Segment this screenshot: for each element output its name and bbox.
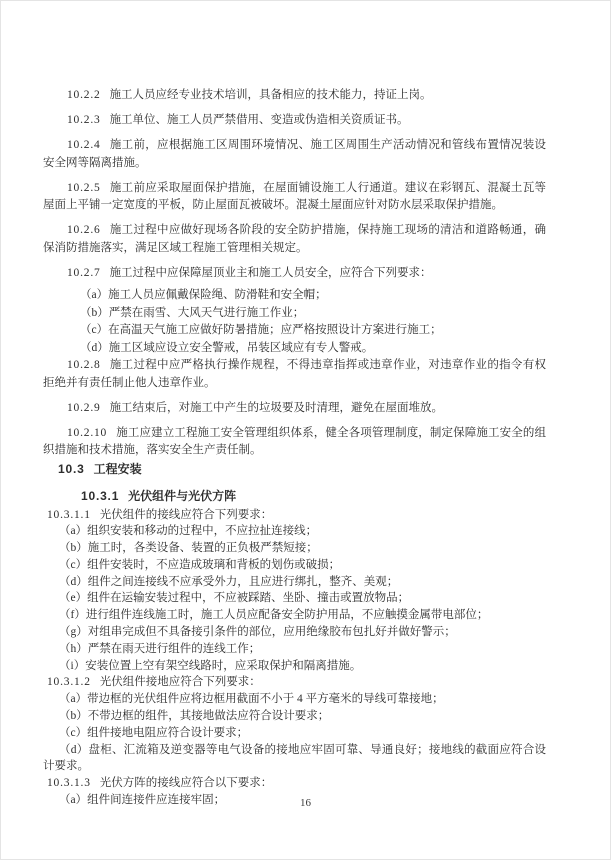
heading-number: 10.3.1 (81, 489, 120, 503)
clause-number: 10.2.10 (67, 426, 108, 439)
heading-number: 10.3 (58, 461, 85, 476)
clause-text: 施工过程中应做好现场各阶段的安全防护措施，保持施工现场的清洁和道路畅通，确保消防措施落实，满足区域工程施工管理相关规定。 (43, 224, 546, 254)
list-item-c: （c）组件安装时，不应造成玻璃和背板的划伤或破损； (59, 558, 341, 571)
clause-text: 施工过程中应严格执行操作规程，不得违章指挥或违章作业，对违章作业的指令有权拒绝并有责任制止他人违章作业。 (43, 359, 546, 389)
clause-text: 施工前应采取屋面保护措施，在屋面铺设施工人行通道。建议在彩钢瓦、混凝土瓦等屋面上平铺一定宽度的平板，防止屋面瓦被破坏。混凝土屋面应针对防水层采取保护措施。 (43, 181, 546, 211)
list-item-a: （a）带边框的光伏组件应将边框用截面不小于 4 平方毫米的导线可靠接地； (59, 693, 444, 706)
clause-10-2-3 (43, 112, 546, 130)
clause-text: 施工结束后，对施工中产生的垃圾要及时清理，避免在屋面堆放。 (109, 401, 444, 414)
clause-text: 施工过程中应保障屋顶业主和施工人员安全，应符合下列要求： (109, 266, 432, 279)
list-item-c: （c）在高温天气施工应做好防暑措施；应严格按照设计方案进行施工； (80, 324, 442, 336)
clause-10-2-4 (43, 137, 546, 172)
clause-text: 光伏方阵的接线应符合以下要求： (99, 777, 273, 790)
list-item-a: （a）组织安装和移动的过程中，不应拉扯连接线； (59, 525, 318, 538)
clause-number: 10.2.9 (67, 401, 101, 414)
list-item-h: （h）严禁在雨天进行组件的连线工作； (59, 642, 261, 655)
document-body (43, 87, 546, 809)
clause-10-3-1-2 (43, 674, 546, 691)
list-10-2-7 (43, 287, 546, 357)
list-item-i: （i）安装位置上空有架空线路时，应采取保护和隔离措施。 (59, 659, 362, 672)
clause-number: 10.2.4 (67, 139, 101, 151)
clause-number: 10.2.7 (67, 266, 101, 279)
clause-10-3-1-1 (43, 507, 546, 524)
clause-number: 10.3.1.3 (47, 777, 91, 790)
clause-10-2-8 (43, 357, 546, 392)
clause-10-2-10 (43, 425, 546, 460)
list-item-b: （b）施工时，各类设备、装置的正负极严禁短接； (59, 542, 318, 555)
list-item-b: （b）不带边框的组件，其接地做法应符合设计要求； (59, 710, 330, 723)
clause-text: 施工单位、施工人员严禁借用、变造或伪造相关资质证书。 (109, 114, 409, 126)
clause-text: 施工前，应根据施工区周围环境情况、施工区周围生产活动情况和管线布置情况装设安全网等隔离措施。 (43, 139, 546, 169)
list-item-a: （a）施工人员应佩戴保险绳、防滑鞋和安全帽； (80, 289, 327, 301)
list-item-d: （d）组件之间连接线不应承受外力，且应进行绑扎，整齐、美观； (59, 575, 399, 588)
clause-10-2-9 (43, 400, 546, 418)
clause-10-3-1-3 (43, 775, 546, 792)
clause-text: 光伏组件的接线应符合下列要求： (99, 508, 273, 521)
clause-10-2-2 (43, 87, 546, 105)
clause-number: 10.2.6 (67, 224, 101, 236)
list-item-e: （e）组件在运输安装过程中，不应被踩踏、坐卧、撞击或置放物品； (59, 592, 410, 605)
list-item-d: （d）施工区域应设立安全警戒，吊装区域应有专人警戒。 (80, 341, 374, 354)
heading-title: 工程安装 (93, 461, 142, 476)
clause-number: 10.2.5 (67, 181, 101, 194)
clause-text: 施工应建立工程施工安全管理组织体系，健全各项管理制度，制定保障施工安全的组织措施和技术措施，落实安全生产责任制。 (43, 426, 546, 456)
clause-10-2-5 (43, 180, 546, 215)
list-item-g: （g）对组串完成但不具备接引条件的部位，应用绝缘胶布包扎好并做好警示； (59, 626, 456, 639)
clause-10-2-6 (43, 222, 546, 257)
clause-number: 10.2.8 (67, 359, 101, 371)
list-item-d: （d）盘柜、汇流箱及逆变器等电气设备的接地应牢固可靠、导通良好；接地线的截面应符合设计要求。 (43, 743, 546, 773)
clause-number: 10.3.1.1 (47, 508, 91, 521)
clause-number: 10.3.1.2 (47, 676, 91, 689)
section-heading-10-3 (43, 461, 546, 479)
clause-text: 光伏组件接地应符合下列要求： (99, 676, 261, 689)
page-number: 16 (300, 797, 311, 809)
clause-text: 施工人员应经专业技术培训，具备相应的技术能力，持证上岗。 (109, 89, 432, 101)
heading-title: 光伏组件与光伏方阵 (128, 489, 237, 503)
list-item-f: （f）进行组件连线施工时，施工人员应配备安全防护用品，不应触摸金属带电部位； (59, 609, 489, 622)
list-item-c: （c）组件接地电阻应符合设计要求； (59, 726, 249, 739)
section-10-3-body (43, 507, 546, 809)
clause-number: 10.2.3 (67, 114, 101, 126)
clause-number: 10.2.2 (67, 89, 101, 101)
clause-10-2-7 (43, 265, 546, 283)
list-item-a: （a）组件间连接件应连接牢固； (59, 794, 226, 807)
list-item-b: （b）严禁在雨雪、大风天气进行施工作业； (80, 306, 305, 319)
section-heading-10-3-1 (43, 488, 546, 506)
